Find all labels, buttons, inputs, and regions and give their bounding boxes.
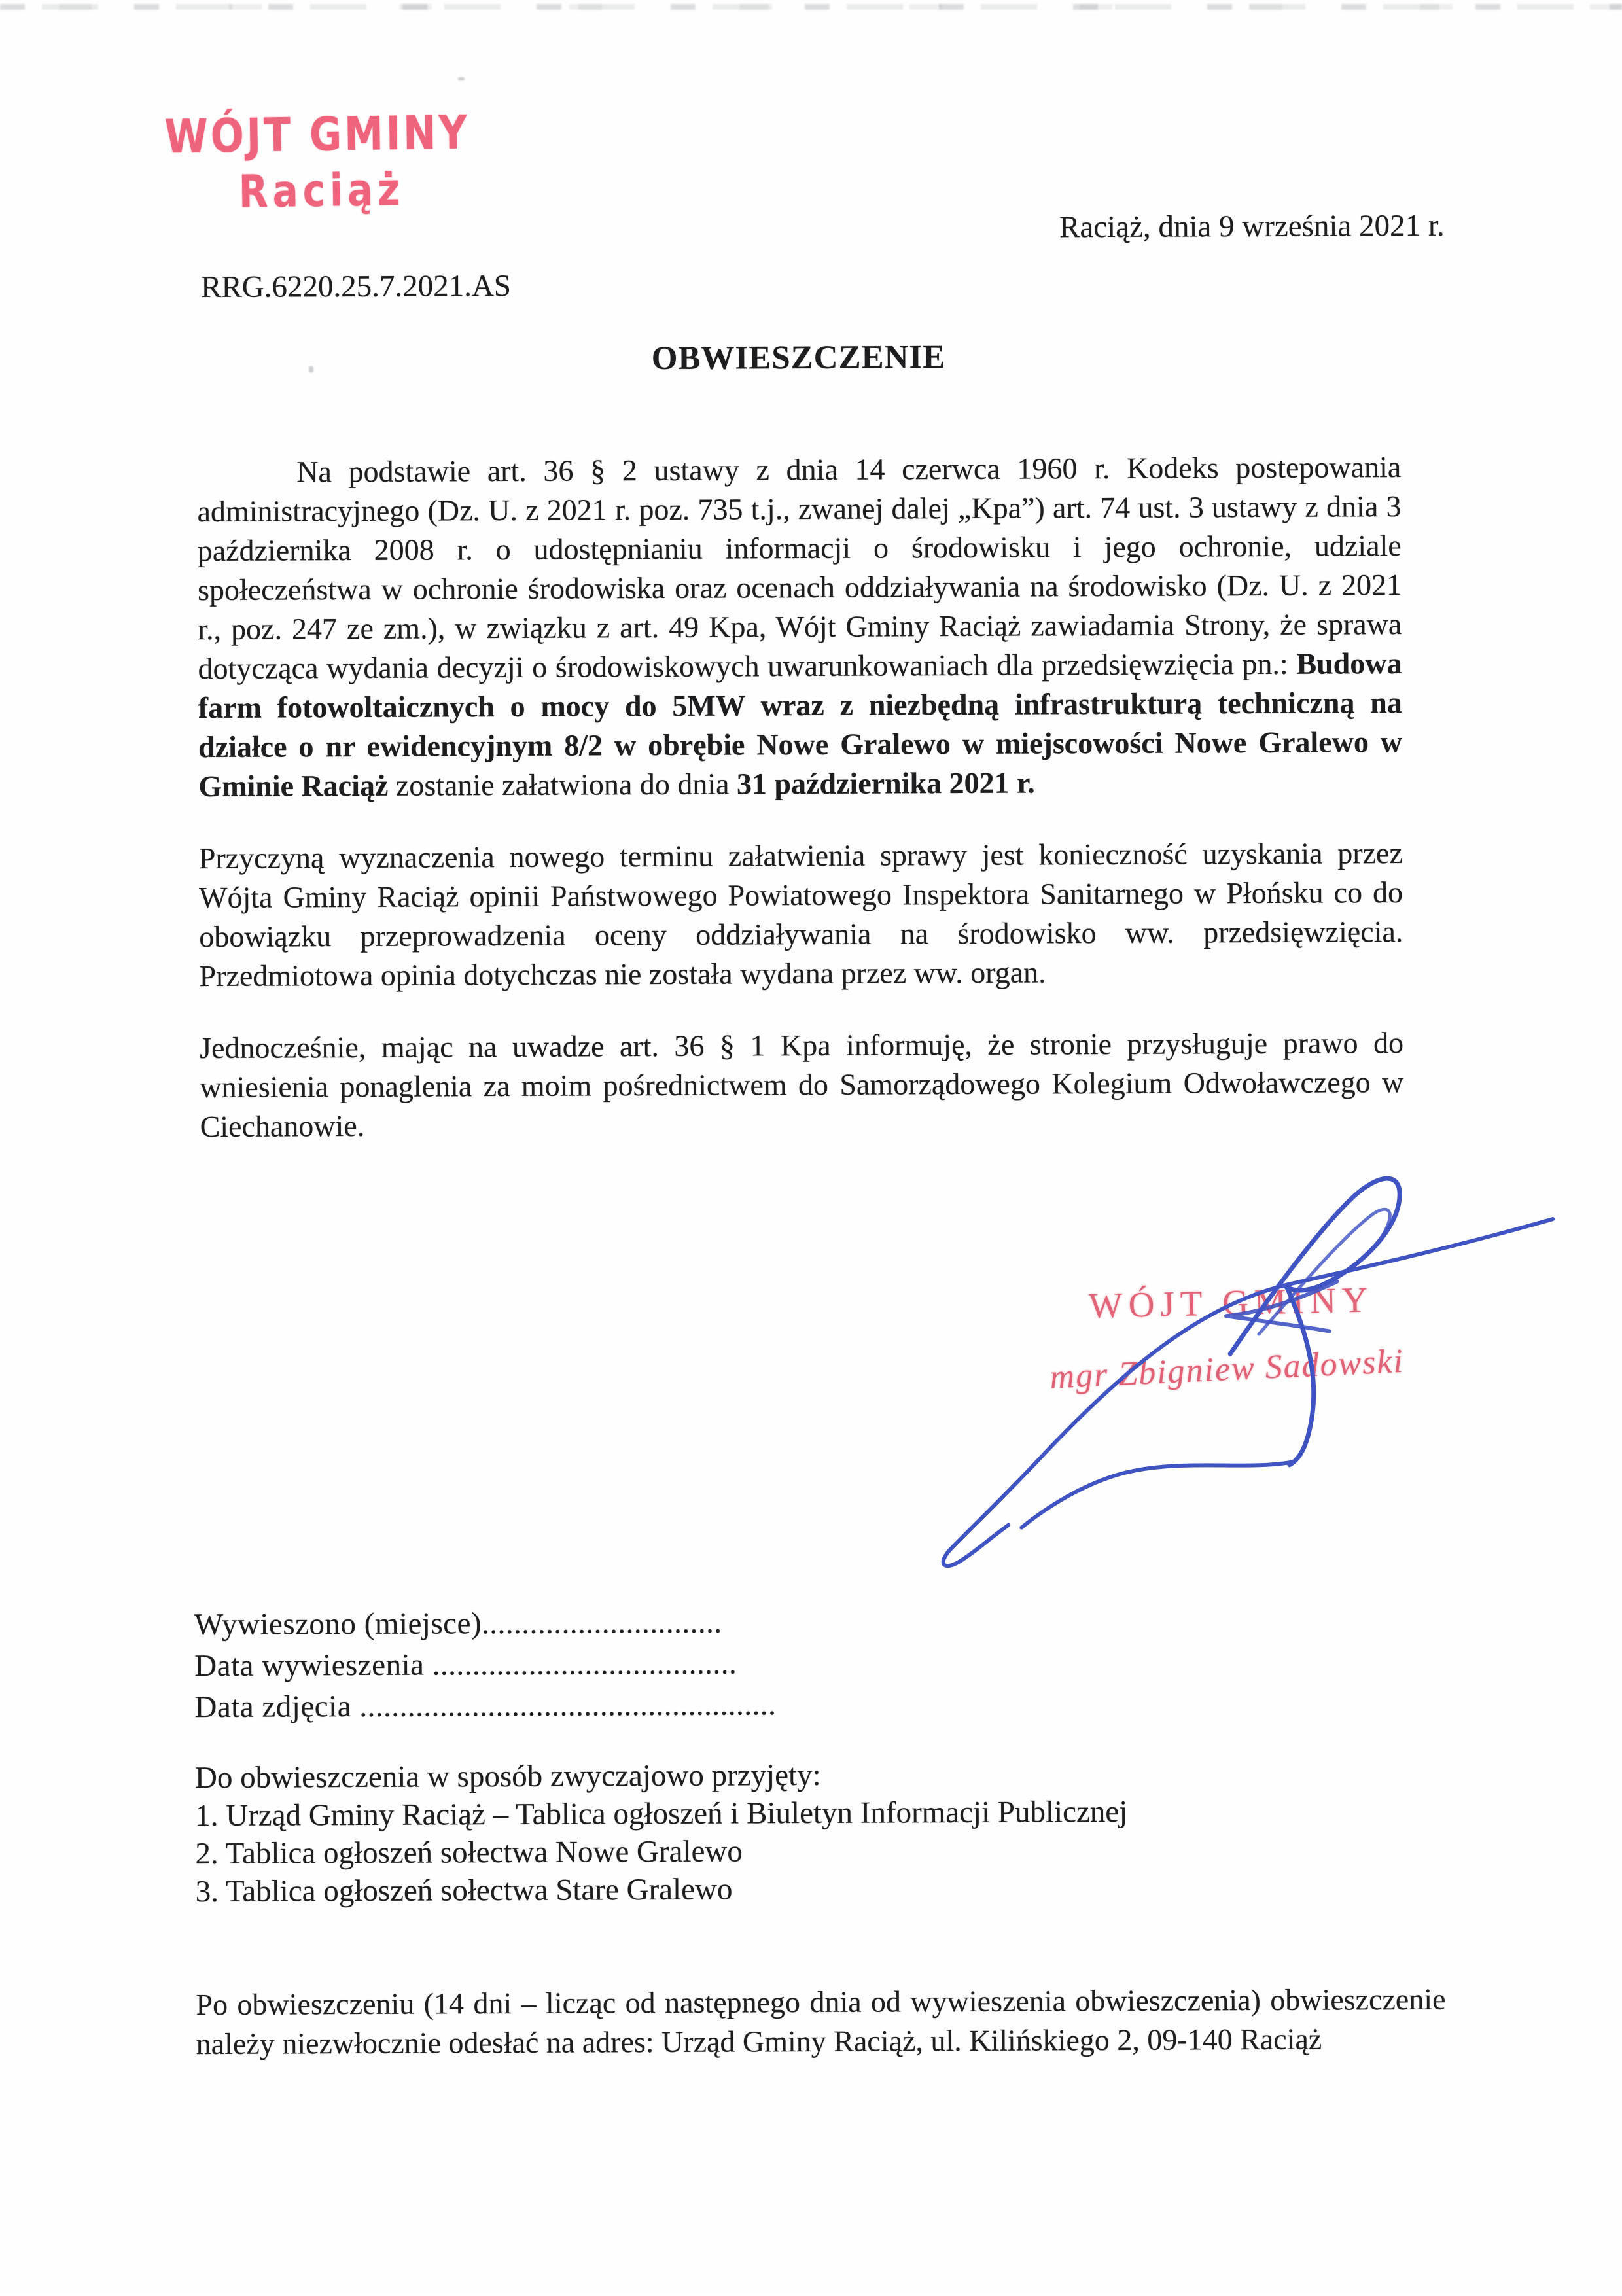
- p1-bold-deadline-date: 31 października 2021 r.: [736, 766, 1035, 801]
- authority-header-stamp: [164, 105, 471, 219]
- signature-stamp-name: mgr Zbigniew Sadowski: [1049, 1342, 1405, 1396]
- return-instruction-note: Po obwieszczeniu (14 dni – licząc od następnego dnia od wywieszenia obwieszczenia) obwieszczenie należy niezwłocznie odesłać na adres: Urząd Gminy Raciąż, ul. Kilińskiego 2, 09-140 Raciąż: [196, 1982, 1446, 2061]
- document-title: OBWIESZCZENIE: [651, 339, 946, 378]
- document-body: [197, 448, 1404, 1146]
- distribution-item-1: 1. Urząd Gminy Raciąż – Tablica ogłoszeń i Biuletyn Informacji Publicznej: [195, 1794, 1128, 1833]
- signature-block: [904, 1161, 1586, 1583]
- distribution-item-2: 2. Tablica ogłoszeń sołectwa Nowe Gralewo: [195, 1834, 743, 1871]
- place-and-date-line: Raciąż, dnia 9 września 2021 r.: [1059, 208, 1445, 245]
- signature-stroke-bowl: [1021, 1462, 1291, 1528]
- case-reference-number: RRG.6220.25.7.2021.AS: [200, 268, 512, 305]
- posting-place-line: Wywieszono (miejsce)..............................: [194, 1605, 722, 1642]
- authority-stamp-line1: WÓJT GMINY: [164, 105, 470, 165]
- posting-fill-in-block: [194, 1602, 777, 1728]
- paragraph-reason-for-delay: Przyczyną wyznaczenia nowego terminu załatwienia sprawy jest konieczność uzyskania przez Wójta Gminy Raciąż opinii Państwowego Powiatowego Inspektora Sanitarnego w Płońsku co do obowiązku przeprowadzenia oceny oddziaływania na środowisko ww. przedsięwzięcia. Przedmiotowa opinia dotychczas nie została wydana przez ww. organ.: [198, 836, 1403, 993]
- handwritten-signature: [904, 1161, 1586, 1583]
- signature-stroke-diagonal: [942, 1219, 1554, 1566]
- posting-date-posted-line: Data wywieszenia ......................................: [194, 1646, 737, 1684]
- posting-date-removed-line: Data zdjęcia ....................................................: [194, 1687, 777, 1725]
- paragraph-legal-basis: [197, 448, 1402, 806]
- p1-normal-text-2: zostanie załatwiona do dnia: [388, 767, 737, 802]
- distribution-list: [195, 1755, 1128, 1911]
- paragraph-right-to-reminder: Jednocześnie, mając na uwadze art. 36 § 1 Kpa informuję, że stronie przysługuje prawo do wniesienia ponaglenia za moim pośrednictwem do Samorządowego Kolegium Odwoławczego w Ciechanowie.: [199, 1026, 1404, 1144]
- distribution-item-3: 3. Tablica ogłoszeń sołectwa Stare Gralewo: [195, 1872, 733, 1909]
- p1-normal-text-1: Na podstawie art. 36 § 2 ustawy z dnia 14 czerwca 1960 r. Kodeks postepowania administracyjnego (Dz. U. z 2021 r. poz. 735 t.j., zwanej dalej „Kpa”) art. 74 ust. 3 ustawy z dnia 3 października 2008 r. o udostępnianiu informacji o środowisku i jego ochronie, udziale społeczeństwa w ochronie środowiska oraz ocenach oddziaływania na środowisko (Dz. U. z 2021 r., poz. 247 ze zm.), w związku z art. 49 Kpa, Wójt Gminy Raciąż zawiadamia Strony, że sprawa dotycząca wydania decyzji o środowiskowych uwarunkowaniach dla przedsięwzięcia pn.:: [197, 450, 1402, 686]
- distribution-intro: Do obwieszczenia w sposób zwyczajowo przyjęty:: [194, 1757, 821, 1795]
- signature-stroke-stem: [1286, 1286, 1314, 1465]
- authority-stamp-line2: Raciąż: [238, 163, 405, 219]
- signature-stamp-title: WÓJT GMINY: [1088, 1279, 1375, 1326]
- p1-bold-project-name: Budowa farm fotowoltaicznych o mocy do 5MW wraz z niezbędną infrastrukturą techniczną na działce o nr ewidencyjnym 8/2 w obrębie Nowe Gralewo w miejscowości Nowe Gralewo w Gminie Raciąż: [198, 646, 1403, 804]
